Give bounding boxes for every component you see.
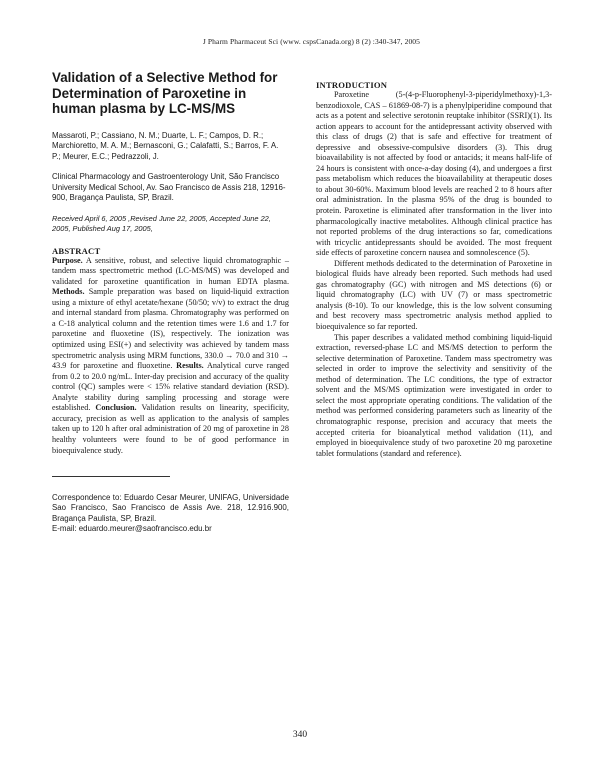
article-title: Validation of a Selective Method for Determination of Paroxetine in human plasma by LC-MS/MS — [52, 70, 278, 116]
intro-paragraph-2: Different methods dedicated to the determination of Paroxetine in biological fluids have already been reported. Such methods had used gas chromatography (GC) with nitrogen and MS detections (6) or liquid chromatography (LC) with UV (7) or mass spectrometric analysis (8-10). To our knowledge, this is the low solvent consuming and best recovery mass spectrometric analysis method applied to bioequivalence so far reported. — [316, 258, 552, 332]
conclusion-text: Validation results on linearity, specificity, accuracy, precision as well as application to the analysis of samples taken up to 120 h after oral administration of 20 mg of paroxetine in 28 healthy volunteers were found to be of good performance in bioequivalence study. — [52, 403, 289, 455]
results-text: Analytical curve ranged from 0.2 to 20.0 ng/mL. Inter-day precision and accuracy of the quality control (QC) samples were < 15% relative standard deviation (RSD). Analyte stability during sampling processing and storage were established. — [52, 361, 289, 413]
abstract-heading: ABSTRACT — [52, 245, 101, 256]
publication-dates: Received April 6, 2005 ,Revised June 22, 2005, Accepted June 22, 2005, Published Aug 17, 2005, — [52, 214, 271, 233]
author-list: Massaroti, P.; Cassiano, N. M.; Duarte, L. F.; Campos, D. R.; Marchioretto, M. A. M.; Bernasconi, G.; Calafatti, S.; Barros, F. A. P.; Meurer, E.C.; Pedrazzoli, J. — [52, 130, 279, 161]
left-column — [52, 70, 289, 534]
running-header: J Pharm Pharmaceut Sci (www. cspsCanada.org) 8 (2) :340-347, 2005 — [202, 37, 420, 46]
intro-paragraph-3: This paper describes a validated method combining liquid-liquid extraction, reversed-phase LC and MS/MS detection to perform the selective determination of Paroxetine. Tandem mass spectrometry was selected in order to improve the selectivity and sensitivity of the method of determination. The LC conditions, the type of extractor solvent and the MS/MS optimization were investigated in order to select the most appropriate operating conditions. The validation of the method was performed considering parameters such as linearity of the chromatographic response, precision and accuracy that meets the accepted criteria for bioanalytical method validation (11), and employed in bioequivalence study of two paroxetine 20 mg paroxetine tablet formulations (standard and reference). — [316, 332, 552, 458]
page-number: 340 — [292, 730, 308, 740]
correspondence-email[interactable]: E-mail: eduardo.meurer@saofrancisco.edu.br — [52, 523, 212, 533]
purpose-label: Purpose. — [52, 255, 83, 265]
footnote-divider — [52, 476, 170, 477]
methods-label: Methods. — [52, 287, 85, 297]
right-column — [316, 80, 552, 459]
conclusion-label: Conclusion. — [90, 403, 137, 413]
affiliation: Clinical Pharmacology and Gastroenterology Unit, São Francisco University Medical School, Av. Sao Francisco de Assis 218, 12916-900, Bragança Paulista, SP, Brazil. — [52, 172, 286, 203]
abstract-body — [52, 256, 289, 456]
introduction-heading: INTRODUCTION — [316, 80, 388, 90]
purpose-text: A sensitive, robust, and selective liquid chromatographic – tandem mass spectrometric method (LC-MS/MS) was developed and validated for paroxetine quantification in human EDTA plasma. — [52, 255, 289, 286]
correspondence-note: Correspondence to: Eduardo Cesar Meurer, UNIFAG, Universidade Sao Francisco, Sao Francisco de Assis Ave. 218, 12.916.900, Bragança Paulista, SP, Brazil. — [52, 493, 289, 523]
intro-paragraph-1: Paroxetine (5-(4-p-Fluorophenyl-3-piperidylmethoxy)-1,3-benzodioxole, CAS – 61869-08-7) is a phenylpiperidine compound that acts as a potent and selective serotonin reuptake inhibitor (SSRI)(1). Its action appears to account for the antidepressant activity observed with this class of drugs (2) that is safe and effective for treatment of depressive and obsessive-compulsive disorders (3). This drug bioavailability is not affected by food or antacids; it means half-life of 24 hours is consistent with once-a-day dosing (4), and undergoes a first pass metabolism which reduces the bioavailability at therapeutic doses to about 30-60%. Maximum blood levels are reached 2 to 8 hours after oral administration. In the plasma 95% of the drug is bounded to protein. Paroxetine is eliminated after transformation in the liver into pharmacologically inactive metabolites. Although clinical practice has not reported problems of the drug interactions so far, comedications with tricyclic antidepressants should be avoided. The most frequent side effects of paroxetine concern nausea and somnolescence (5). — [316, 90, 552, 258]
methods-text: Sample preparation was based on liquid-liquid extraction using a mixture of ethyl acetate/hexane (50/50; v/v) to extract the drug and internal standard from plasma. Chromatography was performed on a C-18 analytical column and the retention times were 1.6 and 1.7 for paroxetine and fluoxetine (IS), respectively. The ionization was optimized using ESI(+) and selectivity was achieved by tandem mass spectrometric analysis using MRM functions, 330.0 → 70.0 and 310 → 43.9 for paroxetine and fluoxetine. — [52, 287, 289, 371]
results-label: Results. — [172, 361, 204, 371]
